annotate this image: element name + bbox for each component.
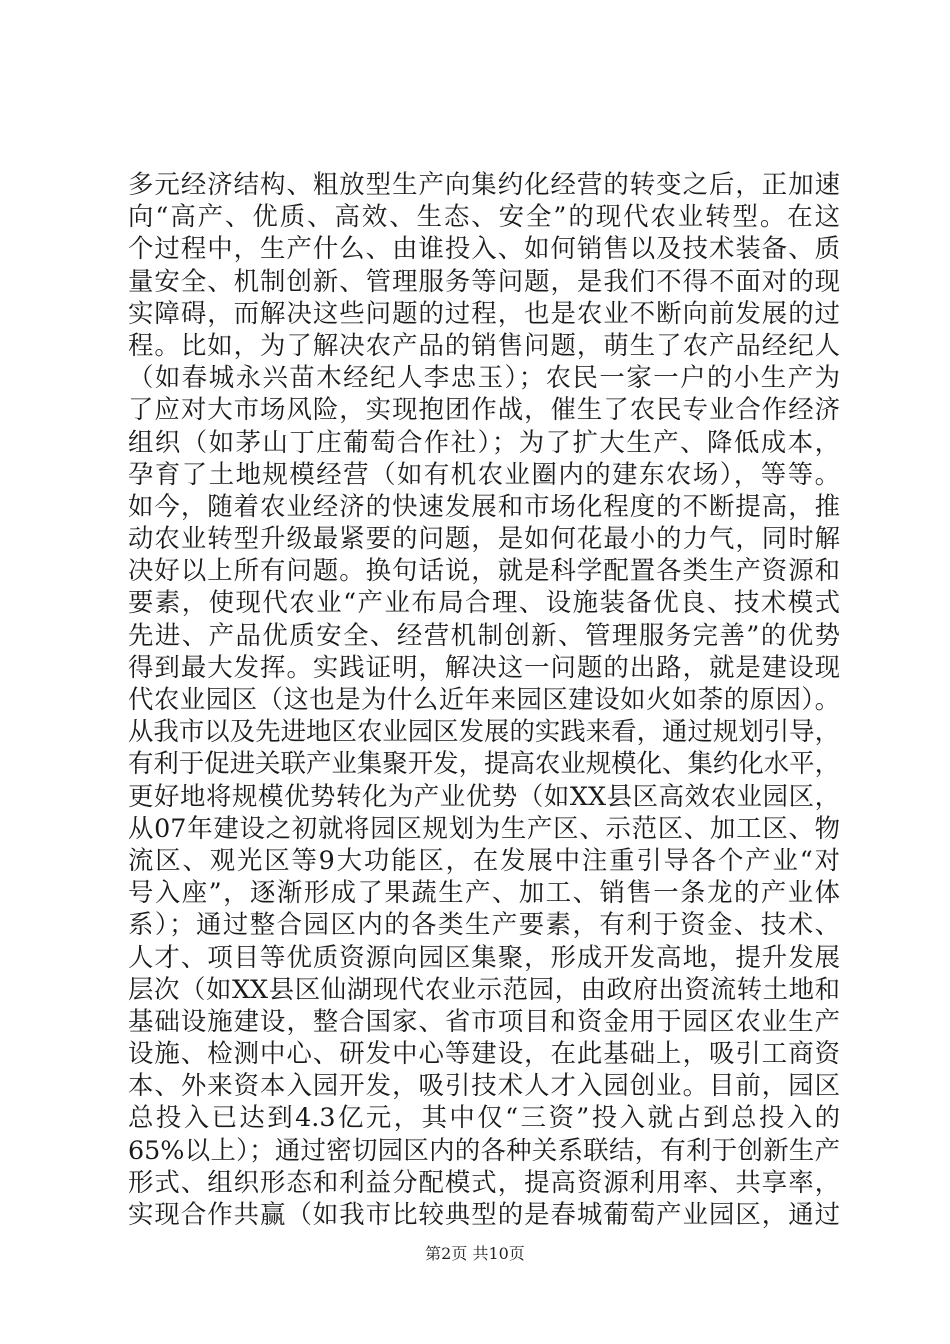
text-line: 如今，随着农业经济的快速发展和市场化程度的不断提高，推 xyxy=(128,490,840,521)
text-line: 代农业园区（这也是为什么近年来园区建设如火如荼的原因）。 xyxy=(128,684,840,714)
text-line: 从07年建设之初就将园区规划为生产区、示范区、加工区、物 xyxy=(128,812,840,843)
text-line: 个过程中，生产什么、由谁投入、如何销售以及技术装备、质 xyxy=(128,233,840,264)
text-line: 实现合作共赢（如我市比较典型的是春城葡萄产业园区，通过 xyxy=(128,1199,840,1229)
text-line: 动农业转型升级最紧要的问题，是如何花最小的力气，同时解 xyxy=(128,523,840,554)
text-line: 从我市以及先进地区农业园区发展的实践来看，通过规划引导， xyxy=(128,716,840,747)
body-text xyxy=(128,168,840,1230)
text-line: 了应对大市场风险，实现抱团作战，催生了农民专业合作经济 xyxy=(128,394,840,425)
text-line: 先进、产品优质安全、经营机制创新、管理服务完善”的优势 xyxy=(128,619,840,650)
text-line: 更好地将规模优势转化为产业优势（如XX县区高效农业园区， xyxy=(128,780,840,811)
text-line: 向“高产、优质、高效、生态、安全”的现代农业转型。在这 xyxy=(128,201,840,232)
text-line: 总投入已达到4.3亿元，其中仅“三资”投入就占到总投入的 xyxy=(128,1102,840,1133)
text-line: 得到最大发挥。实践证明，解决这一问题的出路，就是建设现 xyxy=(128,651,840,682)
text-line: 要素，使现代农业“产业布局合理、设施装备优良、技术模式 xyxy=(128,587,840,618)
text-line: 号入座”，逐渐形成了果蔬生产、加工、销售一条龙的产业体 xyxy=(128,877,840,908)
text-line: 设施、检测中心、研发中心等建设，在此基础上，吸引工商资 xyxy=(128,1038,840,1069)
text-line: 决好以上所有问题。换句话说，就是科学配置各类生产资源和 xyxy=(128,555,840,586)
text-line: 多元经济结构、粗放型生产向集约化经营的转变之后，正加速 xyxy=(128,169,840,199)
text-line: 孕育了土地规模经营（如有机农业圈内的建东农场），等等。 xyxy=(128,458,840,489)
text-line: 组织（如茅山丁庄葡萄合作社）；为了扩大生产、降低成本， xyxy=(128,426,840,457)
text-line: 层次（如XX县区仙湖现代农业示范园，由政府出资流转土地和 xyxy=(128,973,840,1004)
text-line: 形式、组织形态和利益分配模式，提高资源利用率、共享率， xyxy=(128,1166,840,1197)
page-footer: 第2页 共10页 xyxy=(425,1244,525,1263)
text-line: 人才、项目等优质资源向园区集聚，形成开发高地，提升发展 xyxy=(128,941,840,972)
text-line: 系）；通过整合园区内的各类生产要素，有利于资金、技术、 xyxy=(128,909,840,940)
text-line: 流区、观光区等9大功能区，在发展中注重引导各个产业“对 xyxy=(128,844,840,875)
text-line: 有利于促进关联产业集聚开发，提高农业规模化、集约化水平， xyxy=(128,748,840,779)
text-line: （如春城永兴苗木经纪人李忠玉）；农民一家一户的小生产为 xyxy=(128,362,840,393)
text-line: 实障碍，而解决这些问题的过程，也是农业不断向前发展的过 xyxy=(128,297,840,328)
text-line: 65%以上）；通过密切园区内的各种关系联结，有利于创新生产 xyxy=(128,1134,840,1165)
text-line: 程。比如，为了解决农产品的销售问题，萌生了农产品经纪人 xyxy=(128,329,840,360)
text-line: 量安全、机制创新、管理服务等问题，是我们不得不面对的现 xyxy=(128,265,840,296)
text-line: 本、外来资本入园开发，吸引技术人才入园创业。目前，园区 xyxy=(128,1070,840,1101)
text-line: 基础设施建设，整合国家、省市项目和资金用于园区农业生产 xyxy=(128,1005,840,1036)
